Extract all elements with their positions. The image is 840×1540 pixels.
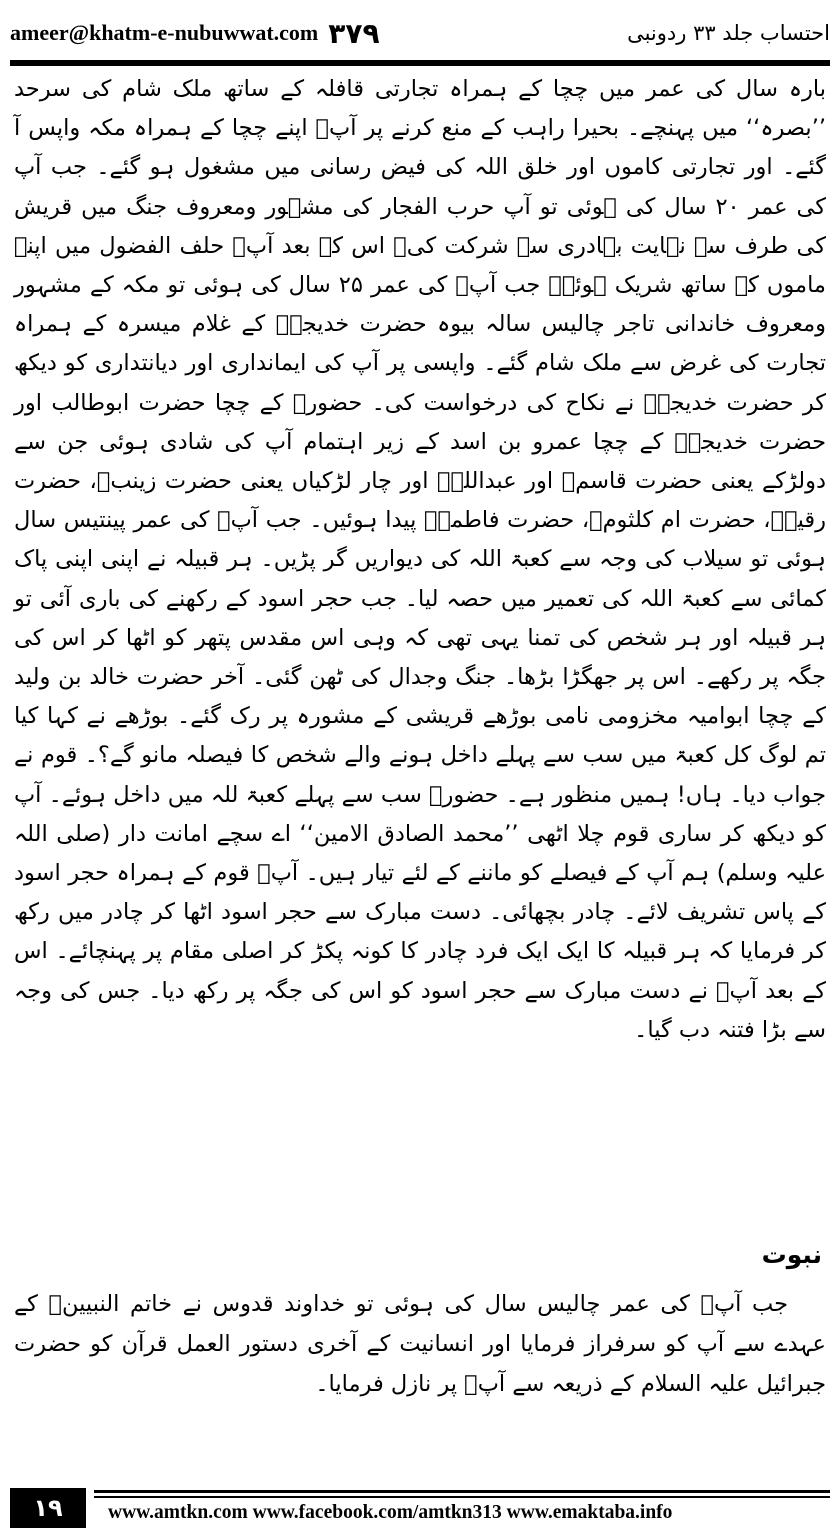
page-footer xyxy=(10,1484,830,1532)
page-header xyxy=(10,8,830,58)
footer-rule-thick xyxy=(94,1490,830,1493)
header-rule xyxy=(10,60,830,66)
header-left xyxy=(10,17,380,50)
header-book-title: احتساب جلد ۳۳ ردونبی xyxy=(627,21,830,45)
footer-urls[interactable]: www.amtkn.com www.facebook.com/amtkn313 www.emaktaba.info xyxy=(108,1502,673,1523)
section-heading: نبوت xyxy=(761,1240,822,1269)
paragraph-2: جب آپؐ کی عمر چالیس سال کی ہوئی تو خداوند قدوس نے خاتم النبیینؐ کے عہدے سے آپ کو سرفراز فرمایا اور انسانیت کے آخری دستور العمل قرآن کو حضرت جبرائیل علیہ السلام کے ذریعہ سے آپؐ پر نازل فرمایا۔ xyxy=(14,1291,826,1397)
paragraph-1: بارہ سال کی عمر میں چچا کے ہمراہ تجارتی قافلہ کے ساتھ ملک شام کی سرحد ’’بصرہ‘‘ میں پہنچے۔ بحیرا راہب کے منع کرنے پر آپؐ اپنے چچا کے ہمراہ مکہ واپس آ گئے۔ اور تجارتی کاموں اور خلق اللہ کی فیض رسانی میں مشغول ہو گئے۔ جب آپ کی عمر ۲۰ سال کی ہوئی تو آپ حرب الفجار کی مشہور ومعروف جنگ میں قریش کی طرف سے نہایت بہادری سے شرکت کی۔ اس کے بعد آپؐ حلف الفضول میں اپنے ماموں کے ساتھ شریک ہوئے۔ جب آپؐ کی عمر ۲۵ سال کی ہوئی تو مکہ کے مشہور ومعروف خاندانی تاجر چالیس سالہ بیوہ حضرت خدیجہؓ کے غلام میسرہ کے ہمراہ تجارت کی غرض سے ملک شام گئے۔ واپسی پر آپ کی ایمانداری اور دیانتداری کو دیکھ کر حضرت خدیجہؓ نے نکاح کی درخواست کی۔ حضورﷺ کے چچا حضرت ابوطالب اور حضرت خدیجہؓ کے چچا عمرو بن اسد کے زیر اہتمام آپ کی شادی ہوئی جن سے دولڑکے یعنی حضرت قاسمؓ اور عبداللہؓ اور چار لڑکیاں یعنی حضرت زینبؓ، حضرت رقیہؓ، حضرت ام کلثومؓ، حضرت فاطمہؓ پیدا ہوئیں۔ جب آپؐ کی عمر پینتیس سال ہوئی تو سیلاب کی وجہ سے کعبۃ اللہ کی دیواریں گر پڑیں۔ ہر قبیلہ نے اپنی اپنی پاک کمائی سے کعبۃ اللہ کی تعمیر میں حصہ لیا۔ جب حجر اسود کے رکھنے کی باری آئی تو ہر قبیلہ اور ہر شخص کی تمنا یہی تھی کہ وہی اس مقدس پتھر کو اٹھا کر اس کی جگہ پر رکھے۔ اس پر جھگڑا بڑھا۔ جنگ وجدال کی ٹھن گئی۔ آخر حضرت خالد بن ولید کے چچا ابوامیہ مخزومی نامی بوڑھے قریشی کے مشورہ پر رک گئے۔ بوڑھے نے کہا کیا تم لوگ کل کعبۃ میں سب سے پہلے داخل ہونے والے شخص کا فیصلہ مانو گے؟۔ قوم نے جواب دیا۔ ہاں! ہمیں منظور ہے۔ حضورﷺ سب سے پہلے کعبۃ للہ میں داخل ہوئے۔ آپ کو دیکھ کر ساری قوم چلا اٹھی ’’محمد الصادق الامین‘‘ اے سچے امانت دار (صلی اللہ علیہ وسلم) ہم آپ کے فیصلے کو ماننے کے لئے تیار ہیں۔ آپؐ قوم کے ہمراہ حجر اسود کے پاس تشریف لائے۔ چادر بچھائی۔ دست مبارک سے حجر اسود اٹھا کر چادر میں رکھ کر فرمایا کہ ہر قبیلہ کا ایک ایک فرد چادر کا کونہ پکڑ کر اصلی مقام پر پہنچائے۔ اس کے بعد آپؐ نے دست مبارک سے حجر اسود کو اس کی جگہ پر رکھ دیا۔ جس کی وجہ سے بڑا فتنہ دب گیا۔ xyxy=(14,76,826,1043)
footer-page-number-box xyxy=(10,1488,86,1528)
header-page-number: ۳۷۹ xyxy=(328,16,380,50)
section-text xyxy=(14,1284,826,1404)
header-email[interactable]: ameer@khatm-e-nubuwwat.com xyxy=(10,20,319,45)
footer-rule-thin xyxy=(94,1496,830,1498)
main-text xyxy=(14,70,826,1050)
footer-page-number: ۱۹ xyxy=(33,1494,63,1522)
